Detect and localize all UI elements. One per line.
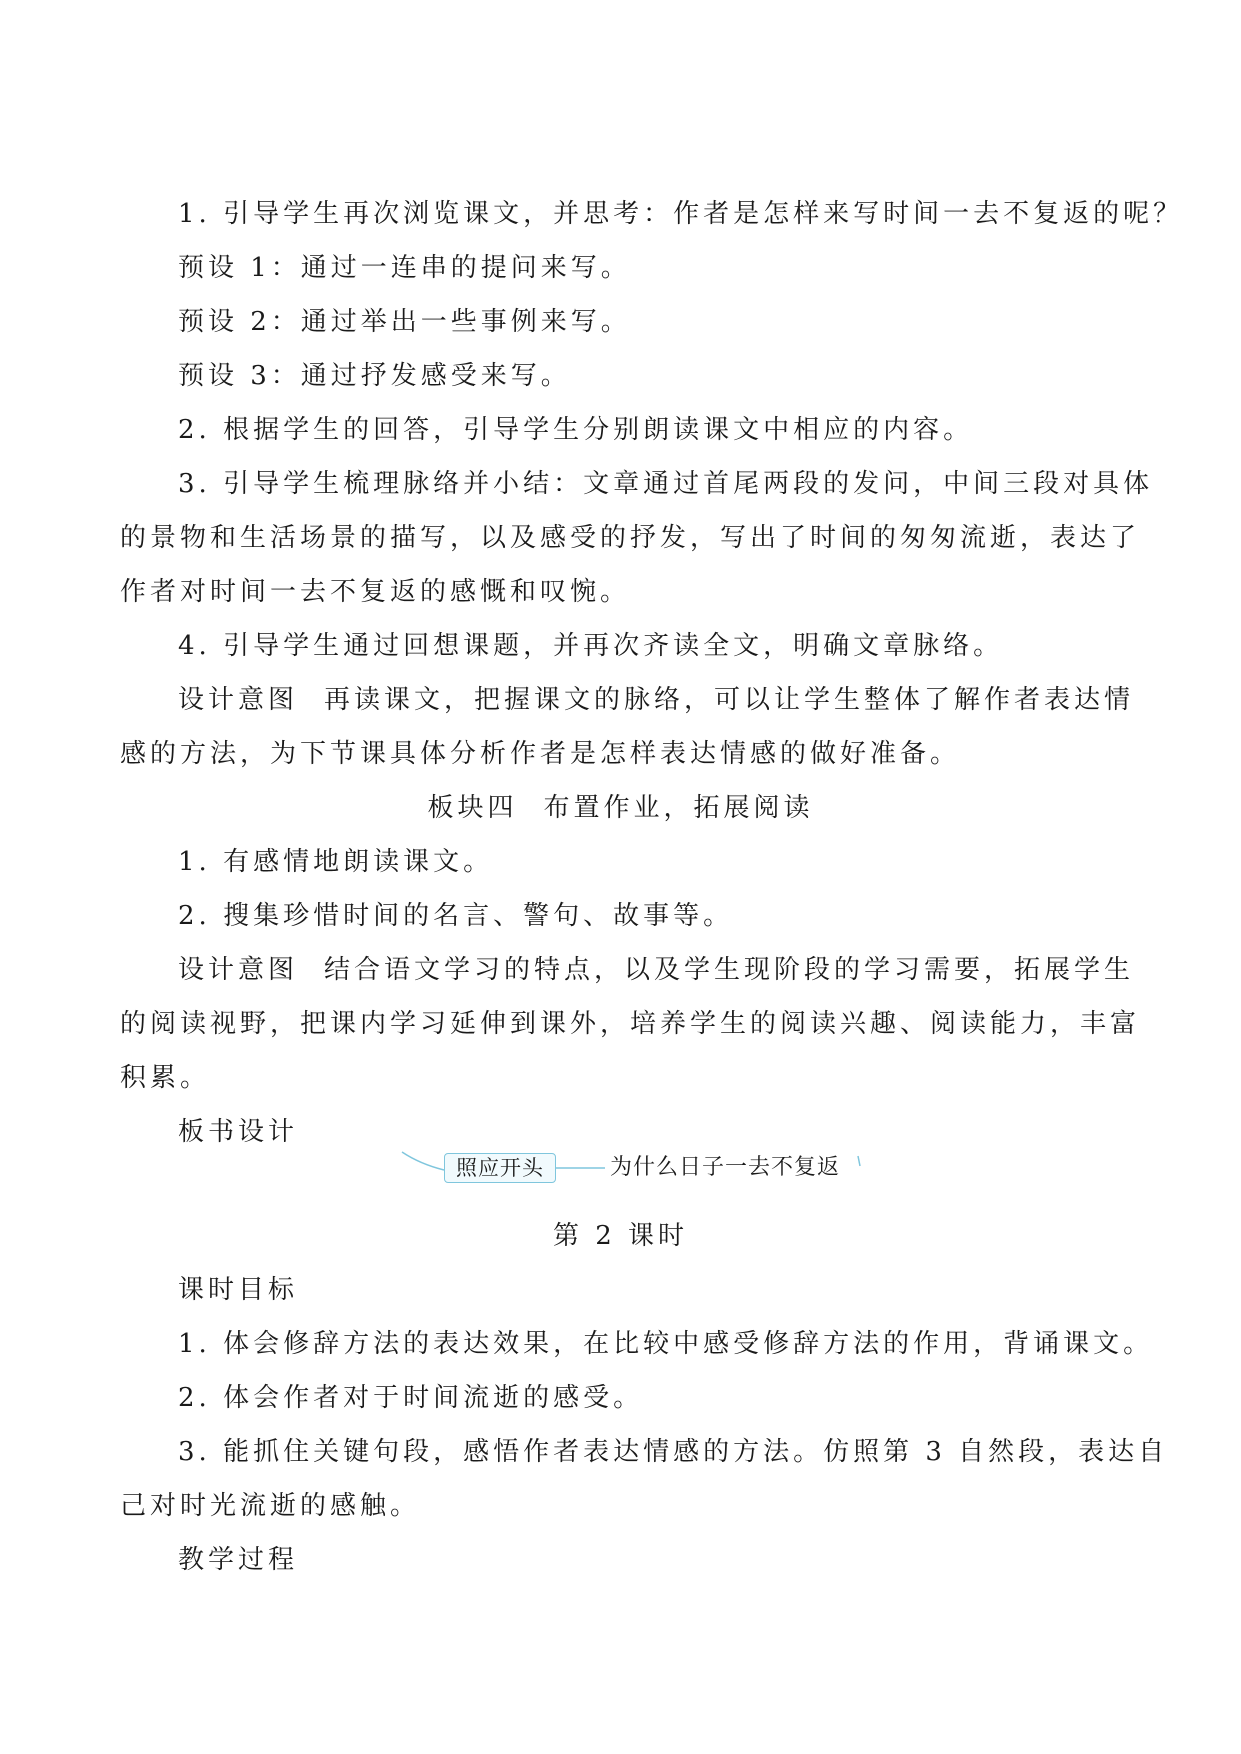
design-intent-2-line3: 积累。	[120, 1063, 211, 1093]
teaching-process-heading: 教学过程	[178, 1545, 299, 1575]
paragraph-step-4: 4. 引导学生通过回想课题，并再次齐读全文，明确文章脉络。	[178, 631, 1004, 661]
board-design-snippet	[400, 1148, 870, 1192]
goal-3-line2: 己对时光流逝的感触。	[120, 1491, 421, 1521]
design-intent-text: 再读课文，把握课文的脉络，可以让学生整体了解作者表达情	[324, 685, 1135, 715]
design-intent-2-line2: 的阅读视野，把课内学习延伸到课外，培养学生的阅读兴趣、阅读能力，丰富	[120, 1009, 1141, 1039]
design-intent-1-line1	[178, 682, 1135, 718]
goal-1: 1. 体会修辞方法的表达效果，在比较中感受修辞方法的作用，背诵课文。	[178, 1329, 1154, 1359]
paragraph-step-3-line3: 作者对时间一去不复返的感慨和叹惋。	[120, 577, 631, 607]
board-design-heading: 板书设计	[178, 1117, 299, 1147]
design-intent-label: 设计意图	[178, 955, 299, 985]
paragraph-step-1: 1. 引导学生再次浏览课文，并思考：作者是怎样来写时间一去不复返的呢？	[178, 199, 1184, 229]
board-box-label: 照应开头	[444, 1153, 556, 1183]
design-intent-1-line2: 感的方法，为下节课具体分析作者是怎样表达情感的做好准备。	[120, 739, 961, 769]
paragraph-step-3-line2: 的景物和生活场景的描写，以及感受的抒发，写出了时间的匆匆流逝，表达了	[120, 523, 1141, 553]
homework-1: 1. 有感情地朗读课文。	[178, 847, 494, 877]
goal-3-line1: 3. 能抓住关键句段，感悟作者表达情感的方法。仿照第 3 自然段，表达自	[178, 1437, 1169, 1467]
preset-2: 预设 2：通过举出一些事例来写。	[178, 307, 631, 337]
goal-2: 2. 体会作者对于时间流逝的感受。	[178, 1383, 644, 1413]
section-4-label: 板块四	[427, 793, 518, 823]
section-4-title: 布置作业，拓展阅读	[543, 793, 814, 823]
paragraph-step-3-line1: 3. 引导学生梳理脉络并小结：文章通过首尾两段的发问，中间三段对具体	[178, 469, 1154, 499]
board-branch-text: 为什么日子一去不复返	[610, 1155, 841, 1180]
lesson-2-title: 第 2 课时	[552, 1221, 689, 1251]
preset-1: 预设 1：通过一连串的提问来写。	[178, 253, 631, 283]
section-4-heading	[0, 790, 1241, 826]
design-intent-text: 结合语文学习的特点，以及学生现阶段的学习需要，拓展学生	[324, 955, 1135, 985]
design-intent-label: 设计意图	[178, 685, 299, 715]
paragraph-step-2: 2. 根据学生的回答，引导学生分别朗读课文中相应的内容。	[178, 415, 974, 445]
lesson-goals-heading: 课时目标	[178, 1275, 299, 1305]
homework-2: 2. 搜集珍惜时间的名言、警句、故事等。	[178, 901, 734, 931]
design-intent-2-line1	[178, 952, 1135, 988]
preset-3: 预设 3：通过抒发感受来写。	[178, 361, 571, 391]
